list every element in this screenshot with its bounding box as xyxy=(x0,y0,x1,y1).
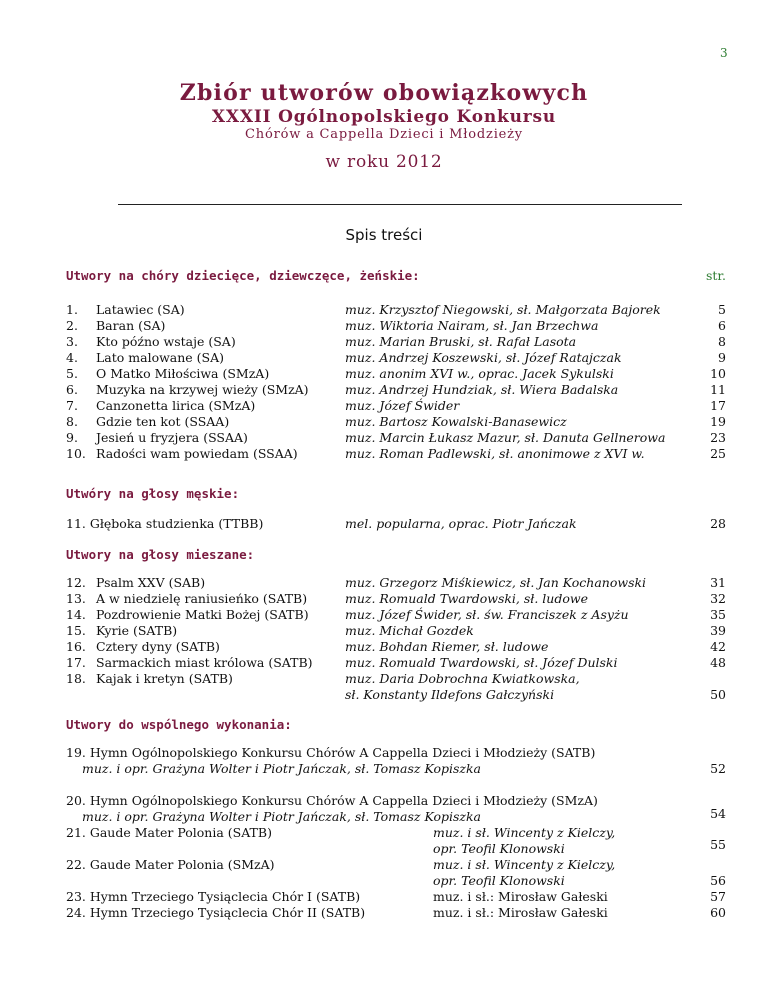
toc-credit: muz. Romuald Twardowski, sł. ludowe xyxy=(345,591,588,606)
toc-credit: muz. Marian Bruski, sł. Rafał Lasota xyxy=(345,334,577,349)
section-heading-joint: Utwory do wspólnego wykonania: xyxy=(66,717,292,732)
toc-title-text: O Matko Miłościwa (SMzA) xyxy=(96,366,270,381)
toc-number: 18. xyxy=(66,671,86,686)
toc-title-text: 23. Hymn Trzeciego Tysiąclecia Chór I (SATB) xyxy=(66,889,361,904)
toc-credit: muz. i sł. Wincenty z Kielczy, xyxy=(433,857,616,872)
toc-page: 6 xyxy=(718,318,726,333)
toc-row-continuation xyxy=(0,687,768,703)
toc-credit: muz. Michał Gozdek xyxy=(345,623,474,638)
toc-page: 23 xyxy=(710,430,726,445)
toc-page: 25 xyxy=(710,446,726,461)
section-heading-male: Utwóry na głosy męskie: xyxy=(66,486,240,501)
toc-title-text: Jesień u fryzjera (SSAA) xyxy=(96,430,248,445)
toc-title-text: Sarmackich miast królowa (SATB) xyxy=(96,655,313,670)
toc-credit: muz. Józef Świder xyxy=(345,398,460,413)
toc-page: 48 xyxy=(710,655,726,670)
toc-number: 9. xyxy=(66,430,78,445)
toc-title-text: 11. Głęboka studzienka (TTBB) xyxy=(66,516,264,531)
toc-number: 15. xyxy=(66,623,86,638)
toc-title-text: Cztery dyny (SATB) xyxy=(96,639,220,654)
toc-number: 8. xyxy=(66,414,78,429)
toc-number: 7. xyxy=(66,398,78,413)
toc-title-text: Lato malowane (SA) xyxy=(96,350,225,365)
toc-title-text: Kto późno wstaje (SA) xyxy=(96,334,236,349)
toc-page: 35 xyxy=(710,607,726,622)
toc-credit: opr. Teofil Klonowski xyxy=(433,841,565,856)
toc-page: 60 xyxy=(710,905,726,920)
toc-credit: muz. Bartosz Kowalski-Banasewicz xyxy=(345,414,567,429)
toc-title-text: Psalm XXV (SAB) xyxy=(96,575,206,590)
year-line: w roku 2012 xyxy=(325,152,443,172)
toc-number: 2. xyxy=(66,318,78,333)
page-column-label: str. xyxy=(705,268,726,283)
toc-row xyxy=(0,302,768,318)
toc-page: 50 xyxy=(710,687,726,702)
toc-row xyxy=(0,334,768,350)
toc-title-text: 24. Hymn Trzeciego Tysiąclecia Chór II (SATB) xyxy=(66,905,366,920)
toc-page: 31 xyxy=(710,575,726,590)
toc-row xyxy=(0,671,768,687)
toc-credit: sł. Konstanty Ildefons Gałczyński xyxy=(345,687,555,702)
section-heading-mixed: Utwory na głosy mieszane: xyxy=(66,547,255,562)
collection-title: Zbiór utworów obowiązkowych xyxy=(179,80,589,106)
toc-title-text: Muzyka na krzywej wieży (SMzA) xyxy=(96,382,309,397)
toc-credit: muz. anonim XVI w., oprac. Jacek Sykulski xyxy=(345,366,614,381)
toc-page: 11 xyxy=(710,382,726,397)
toc-page: 39 xyxy=(710,623,726,638)
toc-credit: muz. Romuald Twardowski, sł. Józef Dulski xyxy=(345,655,618,670)
toc-credit: muz. Krzysztof Niegowski, sł. Małgorzata Bajorek xyxy=(345,302,661,317)
toc-credit: muz. Bohdan Riemer, sł. ludowe xyxy=(345,639,549,654)
toc-number: 6. xyxy=(66,382,78,397)
toc-page: 8 xyxy=(718,334,726,349)
toc-number: 16. xyxy=(66,639,86,654)
toc-page: 54 xyxy=(710,806,726,821)
toc-credit: mel. popularna, oprac. Piotr Jańczak xyxy=(345,516,577,531)
toc-title-text: Radości wam powiedam (SSAA) xyxy=(96,446,298,461)
toc-row xyxy=(0,366,768,382)
toc-row xyxy=(0,575,768,591)
toc-title-text: A w niedzielę raniusieńko (SATB) xyxy=(96,591,308,606)
toc-row xyxy=(0,516,768,532)
toc-number: 3. xyxy=(66,334,78,349)
toc-page: 5 xyxy=(718,302,726,317)
toc-row xyxy=(0,607,768,623)
toc-credit: muz. i sł.: Mirosław Gałeski xyxy=(433,905,608,920)
toc-credit: opr. Teofil Klonowski xyxy=(433,873,565,888)
toc-row xyxy=(0,639,768,655)
toc-credit: muz. Wiktoria Nairam, sł. Jan Brzechwa xyxy=(345,318,599,333)
toc-number: 17. xyxy=(66,655,86,670)
toc-page: 17 xyxy=(710,398,726,413)
toc-number: 4. xyxy=(66,350,78,365)
toc-credit: muz. Grzegorz Miśkiewicz, sł. Jan Kochanowski xyxy=(345,575,647,590)
contest-subtitle: Chórów a Cappella Dzieci i Młodzieży xyxy=(245,127,523,142)
toc-number: 13. xyxy=(66,591,86,606)
toc-credit: muz. Marcin Łukasz Mazur, sł. Danuta Gellnerowa xyxy=(345,430,666,445)
contest-title: XXXII Ogólnopolskiego Konkursu xyxy=(211,107,557,127)
page-number: 3 xyxy=(720,46,728,60)
toc-number: 1. xyxy=(66,302,78,317)
toc-title-text: 21. Gaude Mater Polonia (SATB) xyxy=(66,825,272,840)
toc-title: Spis treści xyxy=(345,226,423,244)
toc-page: 32 xyxy=(710,591,726,606)
divider xyxy=(118,204,682,205)
toc-title-text: Gdzie ten kot (SSAA) xyxy=(96,414,230,429)
toc-title-text: Kyrie (SATB) xyxy=(96,623,178,638)
toc-row xyxy=(0,398,768,414)
toc-credit: muz. Józef Świder, sł. św. Franciszek z Asyżu xyxy=(345,607,629,622)
toc-row xyxy=(0,414,768,430)
toc-page: 55 xyxy=(710,837,726,852)
toc-page: 19 xyxy=(710,414,726,429)
toc-title-text: Kajak i kretyn (SATB) xyxy=(96,671,233,686)
toc-row xyxy=(0,623,768,639)
toc-title-text: 19. Hymn Ogólnopolskiego Konkursu Chórów A Cappella Dzieci i Młodzieży (SATB) xyxy=(66,745,596,760)
toc-row xyxy=(0,655,768,671)
toc-number: 10. xyxy=(66,446,86,461)
toc-page: 28 xyxy=(710,516,726,531)
toc-credit: muz. Roman Padlewski, sł. anonimowe z XVI w. xyxy=(345,446,645,461)
toc-page: 56 xyxy=(710,873,726,888)
toc-number: 5. xyxy=(66,366,78,381)
toc-credit: muz. i opr. Grażyna Wolter i Piotr Jańczak, sł. Tomasz Kopiszka xyxy=(82,761,482,776)
toc-title-text: 22. Gaude Mater Polonia (SMzA) xyxy=(66,857,275,872)
toc-credit: muz. i sł.: Mirosław Gałeski xyxy=(433,889,608,904)
toc-row xyxy=(0,318,768,334)
section-heading-children: Utwory na chóry dziecięce, dziewczęce, żeńskie: xyxy=(66,268,420,283)
toc-title-text: Latawiec (SA) xyxy=(96,302,185,317)
toc-credit: muz. Andrzej Koszewski, sł. Józef Ratajczak xyxy=(345,350,622,365)
toc-number: 12. xyxy=(66,575,86,590)
toc-row xyxy=(0,350,768,366)
toc-page: 52 xyxy=(710,761,726,776)
toc-page: 57 xyxy=(710,889,726,904)
toc-page: 9 xyxy=(718,350,726,365)
toc-number: 14. xyxy=(66,607,86,622)
toc-page: 10 xyxy=(710,366,726,381)
toc-credit: muz. i opr. Grażyna Wolter i Piotr Jańczak, sł. Tomasz Kopiszka xyxy=(82,809,482,824)
toc-credit: muz. Daria Dobrochna Kwiatkowska, xyxy=(345,671,580,686)
toc-credit: muz. Andrzej Hundziak, sł. Wiera Badalska xyxy=(345,382,619,397)
toc-page: 42 xyxy=(710,639,726,654)
toc-title-text: Pozdrowienie Matki Bożej (SATB) xyxy=(96,607,309,622)
toc-title-text: 20. Hymn Ogólnopolskiego Konkursu Chórów A Cappella Dzieci i Młodzieży (SMzA) xyxy=(66,793,598,808)
toc-title-text: Canzonetta lirica (SMzA) xyxy=(96,398,256,413)
toc-title-text: Baran (SA) xyxy=(96,318,166,333)
toc-credit: muz. i sł. Wincenty z Kielczy, xyxy=(433,825,616,840)
toc-row xyxy=(0,382,768,398)
toc-row xyxy=(0,430,768,446)
toc-row xyxy=(0,591,768,607)
toc-row xyxy=(0,446,768,462)
